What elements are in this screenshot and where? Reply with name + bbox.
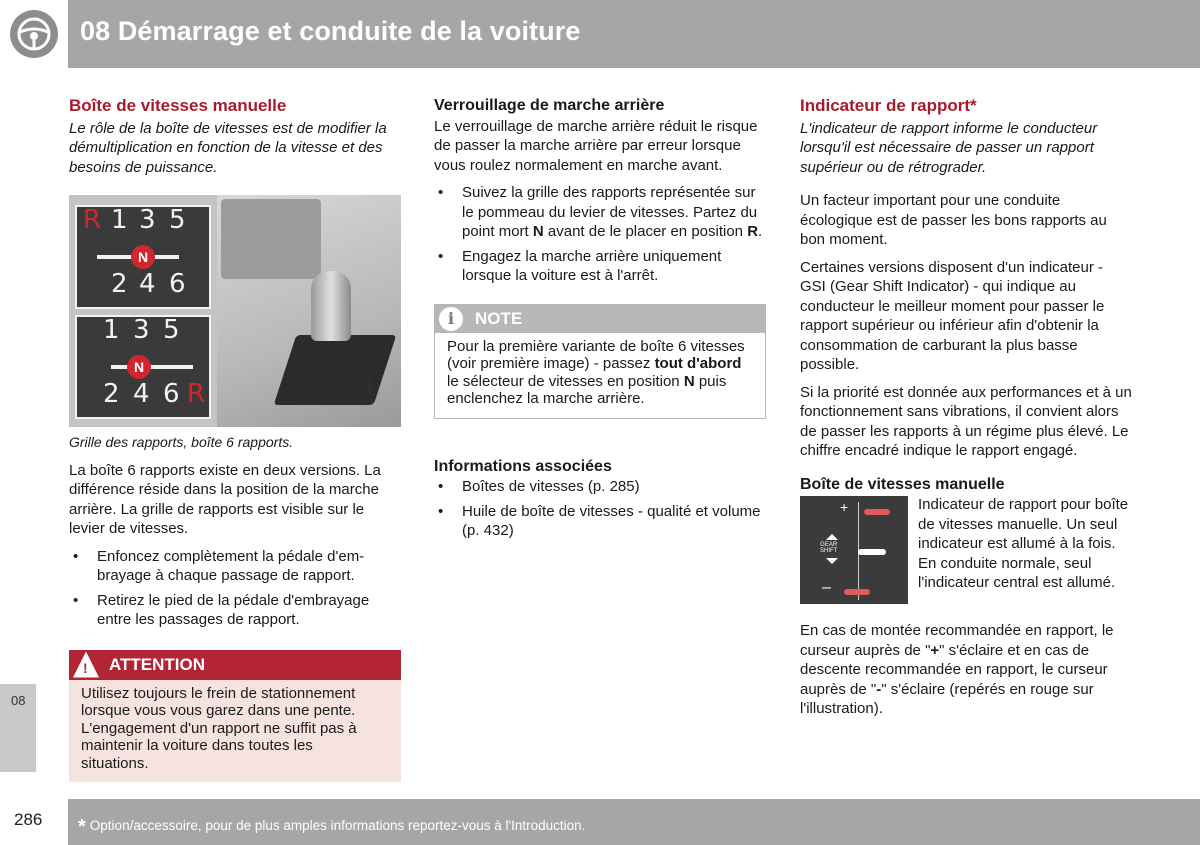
gear-shift-indicator-block <box>800 495 1132 613</box>
attention-label: ATTENTION <box>109 654 206 674</box>
indicator-description: Indicateur de rapport pour boîte de vitesses manuelle. Un seul indicateur est allumé à la fois. En conduite normale, seul l'indicateur central est allumé. <box>918 496 1129 591</box>
gear-label: R <box>187 379 206 409</box>
body-paragraph: Un facteur important pour une conduite écologique est de passer les bons rapports au bon moment. <box>800 192 1107 248</box>
gear-label: 5 <box>169 205 186 235</box>
intro-text: L'indicateur de rapport informe le conducteur lorsqu'il est nécessaire de passer un rapport supérieur ou de rétrograder. <box>800 119 1098 176</box>
section-heading-reverse-lock: Verrouillage de marche arrière <box>434 97 665 114</box>
gear-shift-label: GEAR SHIFT <box>820 542 838 554</box>
gear-label: 3 <box>139 205 156 235</box>
chapter-title: 08 Démarrage et conduite de la voiture <box>80 16 581 46</box>
current-gear-indicator-bar <box>858 549 886 555</box>
arrow-up-icon <box>826 534 838 540</box>
downshift-indicator-bar <box>844 589 870 595</box>
section-heading-manual-gearbox: Boîte de vitesses manuelle <box>69 96 287 115</box>
upshift-plus-sign: + <box>840 499 849 515</box>
gear-label: 5 <box>163 315 180 345</box>
gear-label: 4 <box>139 269 156 299</box>
note-box <box>434 304 766 419</box>
related-info-heading: Informations associées <box>434 457 612 475</box>
list-item: • Retirez le pied de la pédale d'embrayage entre les passages de rapport. <box>69 591 401 630</box>
gear-label: 2 <box>111 269 128 299</box>
page-number: 286 <box>14 810 43 829</box>
body-paragraph: Si la priorité est donnée aux performances et à un fonctionnement sans vibrations, il convient alors de passer les rapports à un régime plus élevé. Le chiffre encadré indique le rapport engagé. <box>800 383 1132 459</box>
related-info-list <box>434 477 766 541</box>
gear-label: 6 <box>169 269 186 299</box>
upshift-indicator-bar <box>864 509 890 515</box>
gear-label: 1 <box>111 205 128 235</box>
steering-wheel-icon <box>10 10 58 58</box>
arrow-down-icon <box>826 558 838 564</box>
related-info-link[interactable]: • Boîtes de vitesses (p. 285) <box>434 477 766 497</box>
exclamation-mark: ! <box>83 659 88 676</box>
chapter-tab <box>0 684 36 772</box>
footnote-mark: * <box>78 816 86 838</box>
attention-box <box>69 650 401 783</box>
figure-code: G049098 <box>365 372 375 406</box>
gear-label: R <box>83 205 102 235</box>
figure-caption: Grille des rapports, boîte 6 rapports. <box>69 434 294 450</box>
instruction-list <box>69 547 401 630</box>
gear-label: 6 <box>163 379 180 409</box>
chapter-icon-box <box>0 0 68 68</box>
gear-knob <box>311 271 351 341</box>
subheading-manual-gearbox: Boîte de vitesses manuelle <box>800 475 1005 493</box>
console-panel <box>221 199 321 279</box>
body-paragraph: Certaines versions disposent d'un indicateur - GSI (Gear Shift Indicator) - qui indique au conducteur le meilleur moment pour passer le rapport supérieur ou inférieur afin d'obtenir la consommation de carburant la plus basse possible. <box>800 258 1105 373</box>
gear-label: 1 <box>103 315 120 345</box>
body-paragraph: En cas de montée recommandée en rapport, le curseur auprès de "+" s'éclaire et en cas de descente recommandée en rapport, le curseur auprès de "-" s'éclaire (repérés en rouge sur l'illustration). <box>800 622 1114 717</box>
body-paragraph: La boîte 6 rapports existe en deux versions. La différence réside dans la position de la marche arrière. La grille de rapports est visible sur le levier de vitesses. <box>69 461 381 537</box>
note-text: Pour la première variante de boîte 6 vitesses (voir première image) - passez tout d'abord le sélecteur de vitesses en position N puis enclenchez la marche arrière. <box>447 337 745 407</box>
note-header <box>435 305 765 333</box>
related-info-link[interactable]: • Huile de boîte de vitesses - qualité et volume (p. 432) <box>434 502 766 541</box>
section-heading-gear-indicator: Indicateur de rapport* <box>800 96 977 115</box>
gear-pattern-illustration <box>69 195 401 427</box>
shift-pattern-variant-2 <box>75 315 211 419</box>
shift-gate-line <box>111 365 193 369</box>
intro-text: Le rôle de la boîte de vitesses est de modifier la démultiplication en fonction de la vitesse et des besoins de puissance. <box>69 119 387 176</box>
body-paragraph: Le verrouillage de marche arrière réduit le risque de passer la marche arrière par erreur lorsque vous roulez normalement en marche avant. <box>434 117 758 174</box>
footnote <box>78 813 585 836</box>
note-label: NOTE <box>475 308 523 328</box>
attention-header <box>69 650 401 680</box>
info-icon: i <box>439 307 463 331</box>
column-middle <box>434 96 766 549</box>
list-item: • Engagez la marche arrière uniquement lorsque la voiture est à l'arrêt. <box>434 247 766 286</box>
gear-label: 2 <box>103 379 120 409</box>
attention-text: Utilisez toujours le frein de stationnement lorsque vous vous garez dans une pente. L'engagement d'un rapport ne suffit pas à maintenir la voiture dans toutes les situations. <box>81 684 357 772</box>
gear-shift-indicator-illustration <box>800 496 908 604</box>
gear-label: 4 <box>133 379 150 409</box>
list-item: • Enfoncez complètement la pédale d'em-brayage à chaque passage de rapport. <box>69 547 401 586</box>
page-header <box>0 0 1200 68</box>
downshift-minus-sign: – <box>822 579 831 596</box>
column-left <box>69 96 401 782</box>
list-item: • Suivez la grille des rapports représentée sur le pommeau du levier de vitesses. Partez du point mort N avant de le placer en position R. <box>434 183 766 242</box>
footnote-text: Option/accessoire, pour de plus amples informations reportez-vous à l'Introduction. <box>89 818 586 833</box>
neutral-marker: N <box>127 355 151 379</box>
column-right <box>800 96 1132 727</box>
neutral-marker: N <box>131 245 155 269</box>
instruction-list <box>434 183 766 286</box>
gear-label: 3 <box>133 315 150 345</box>
chapter-tab-label: 08 <box>11 693 26 708</box>
shift-pattern-variant-1 <box>75 205 211 309</box>
